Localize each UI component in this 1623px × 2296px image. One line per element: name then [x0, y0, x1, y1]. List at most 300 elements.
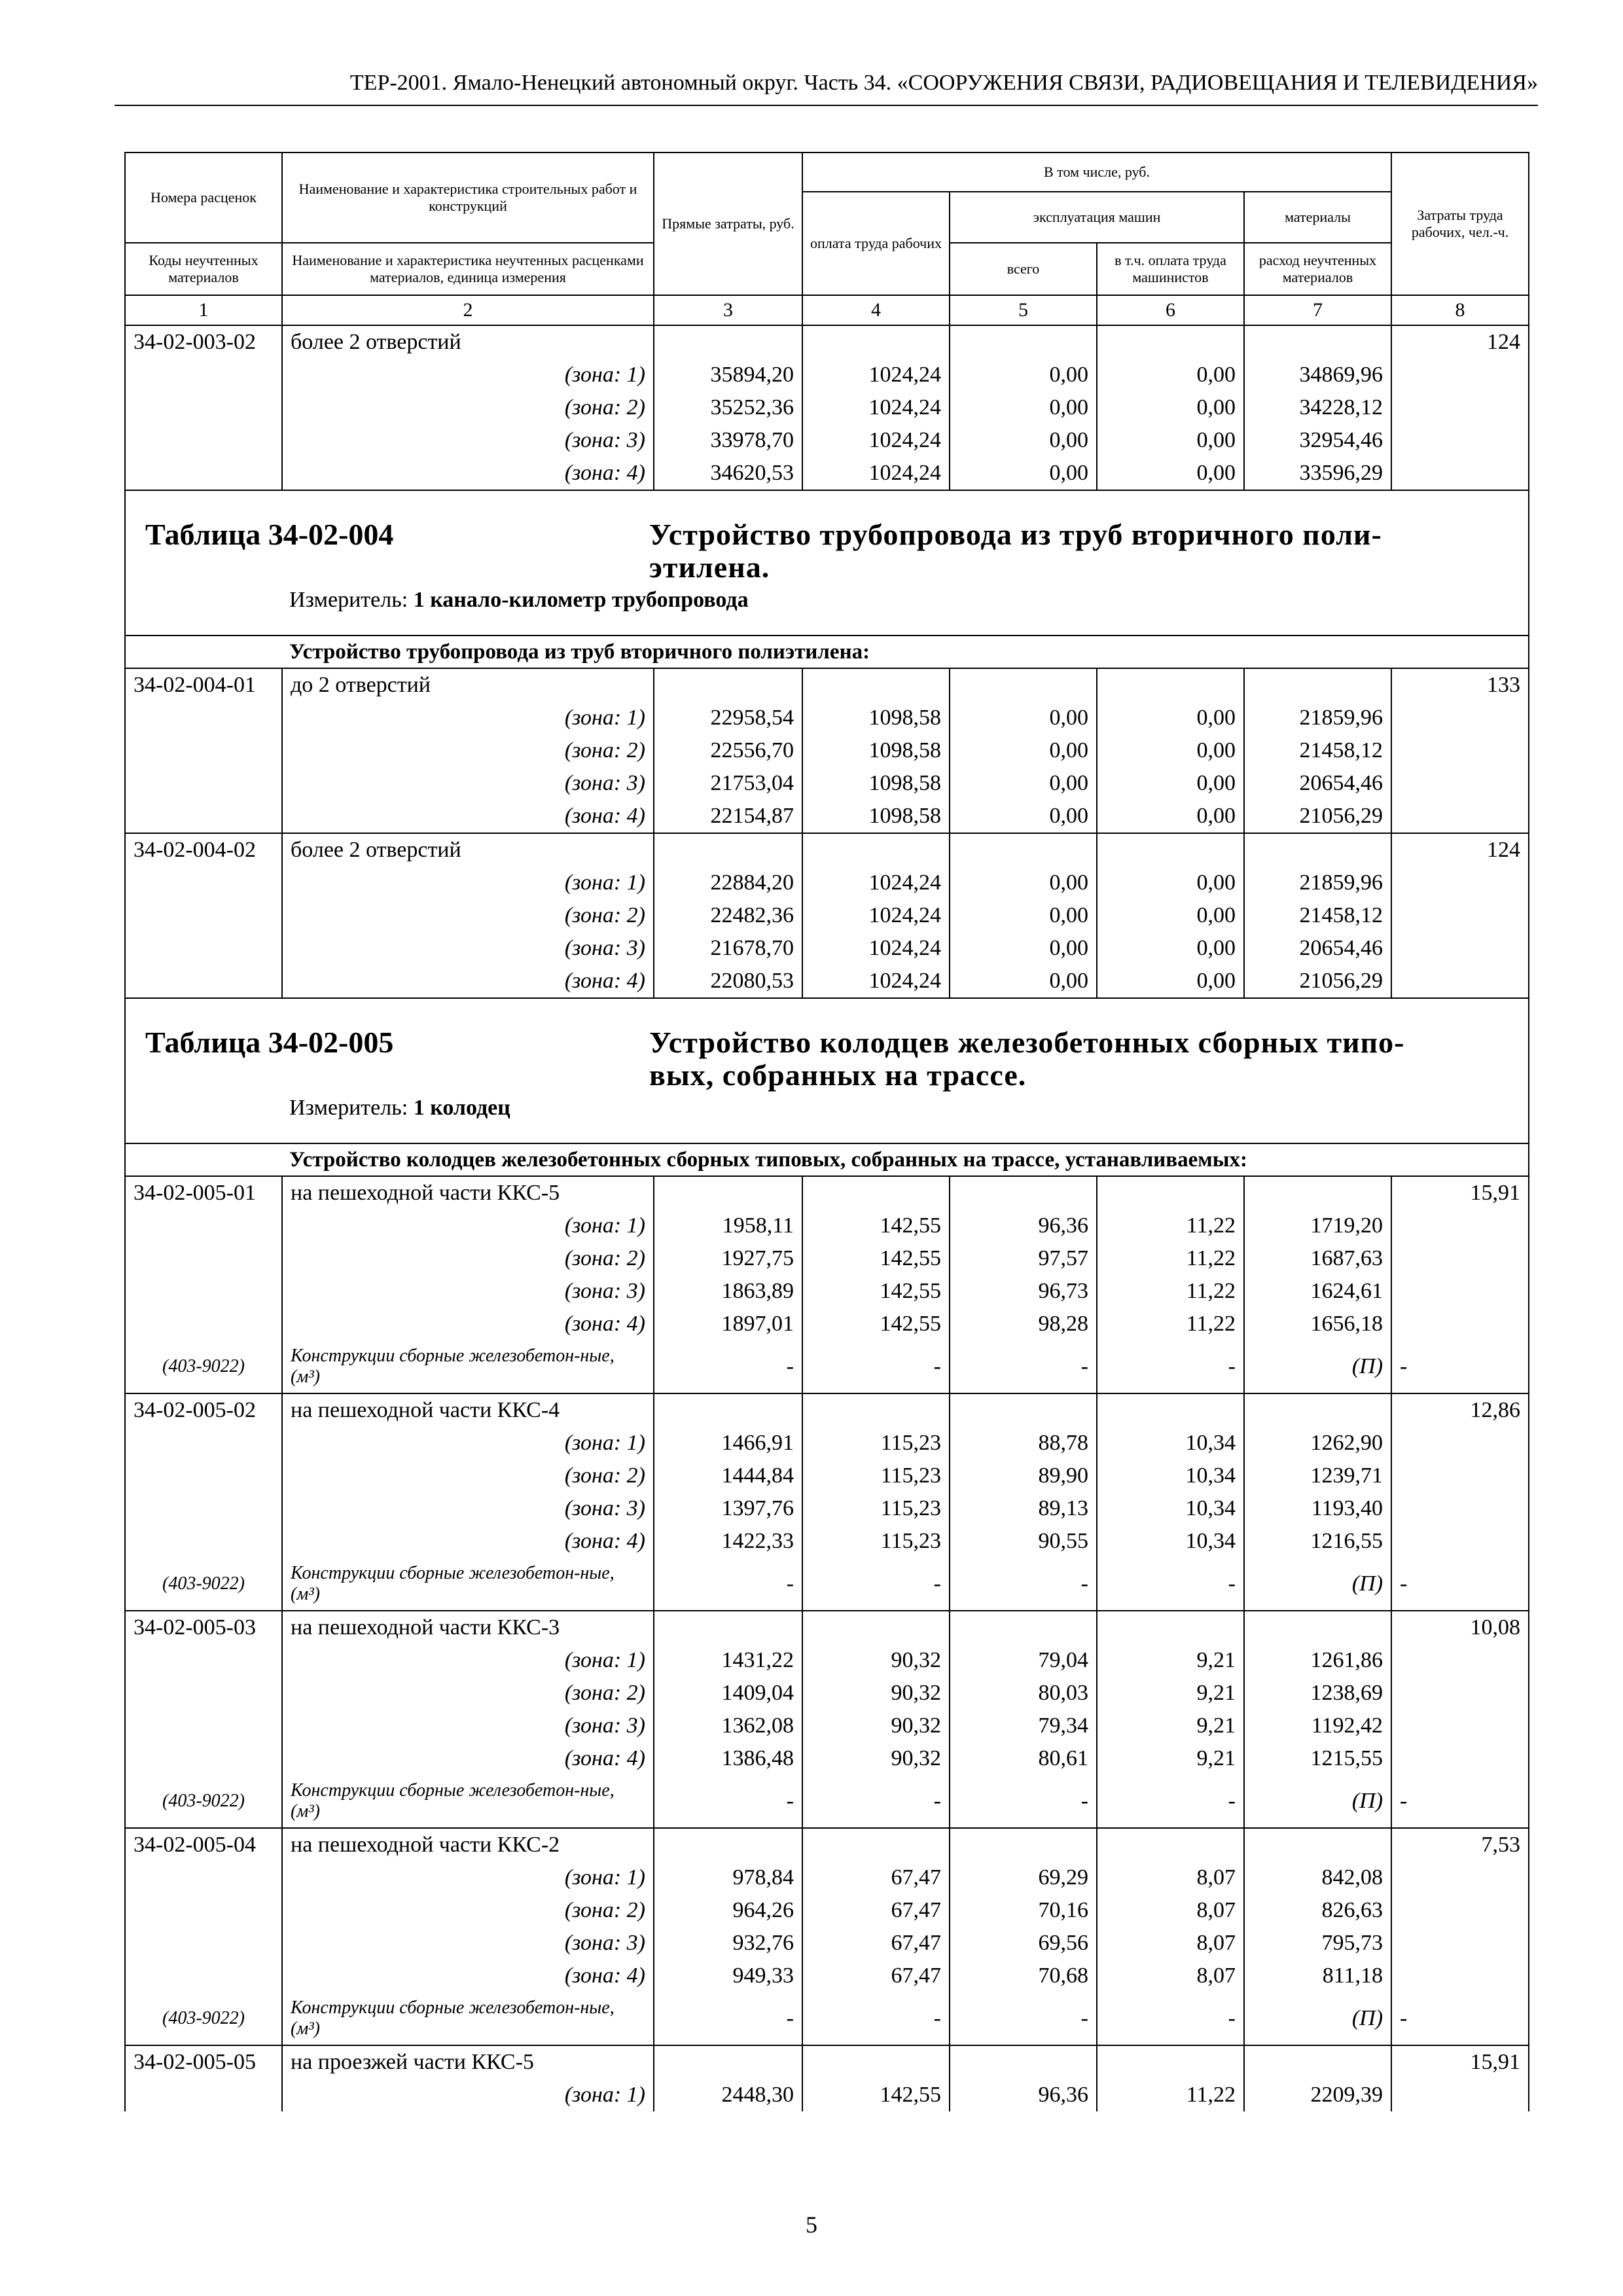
price-value: 22884,20 — [654, 867, 802, 899]
price-value: 35894,20 — [654, 359, 802, 391]
zone-row — [125, 359, 1529, 391]
zone-label: (зона: 1) — [282, 2079, 654, 2111]
empty-cell — [1391, 702, 1529, 734]
material-dash: - — [1097, 1992, 1244, 2045]
empty-cell — [125, 1861, 282, 1894]
price-value: 0,00 — [1097, 800, 1244, 833]
material-name: Конструкции сборные железобетон-ные, (м³) — [282, 1340, 654, 1393]
price-value: 11,22 — [1097, 1210, 1244, 1242]
price-value: 80,61 — [950, 1742, 1097, 1775]
price-value: 90,32 — [802, 1677, 950, 1710]
group-title: Устройство трубопровода из труб вторичного полиэтилена: — [125, 636, 1529, 668]
empty-cell — [1391, 899, 1529, 932]
empty-cell — [1391, 1525, 1529, 1558]
price-value: 10,34 — [1097, 1427, 1244, 1460]
rate-name: более 2 отверстий — [282, 833, 654, 867]
price-value: 1897,01 — [654, 1308, 802, 1340]
empty-cell — [1391, 1242, 1529, 1275]
price-value: 811,18 — [1244, 1960, 1391, 1992]
rate-code: 34-02-005-01 — [125, 1176, 282, 1210]
price-value: 22958,54 — [654, 702, 802, 734]
zone-row — [125, 899, 1529, 932]
material-dash: - — [950, 1340, 1097, 1393]
price-value: 90,32 — [802, 1742, 950, 1775]
price-value: 1098,58 — [802, 702, 950, 734]
material-name: Конструкции сборные железобетон-ные, (м³) — [282, 1558, 654, 1611]
empty-cell — [125, 1210, 282, 1242]
price-value: 1024,24 — [802, 457, 950, 490]
zone-row — [125, 1644, 1529, 1677]
hdr-direct-costs: Прямые затраты, руб. — [654, 152, 802, 295]
empty-cell — [950, 833, 1097, 867]
price-value: 8,07 — [1097, 1927, 1244, 1960]
price-value: 90,32 — [802, 1710, 950, 1742]
empty-cell — [1391, 391, 1529, 424]
empty-cell — [802, 1611, 950, 1644]
material-dash: - — [950, 1992, 1097, 2045]
zone-label: (зона: 4) — [282, 1742, 654, 1775]
empty-cell — [1391, 1710, 1529, 1742]
material-dash: - — [654, 1558, 802, 1611]
price-value: 1362,08 — [654, 1710, 802, 1742]
running-head: ТЕР-2001. Ямало-Ненецкий автономный округ. Часть 34. «СООРУЖЕНИЯ СВЯЗИ, РАДИОВЕЩАНИЯ И ТЕЛЕВИДЕНИЯ» — [349, 71, 1538, 95]
empty-cell — [950, 2045, 1097, 2079]
price-value: 9,21 — [1097, 1677, 1244, 1710]
material-dash: - — [950, 1775, 1097, 1828]
price-value: 1687,63 — [1244, 1242, 1391, 1275]
price-value: 1216,55 — [1244, 1525, 1391, 1558]
zone-label: (зона: 1) — [282, 1861, 654, 1894]
material-row — [125, 1992, 1529, 2045]
material-dash: - — [1097, 1558, 1244, 1611]
hdr-worker-pay: оплата труда рабочих — [802, 192, 950, 295]
price-value: 8,07 — [1097, 1861, 1244, 1894]
zone-row — [125, 1242, 1529, 1275]
hdr-machinist-pay: в т.ч. оплата труда машинистов — [1097, 243, 1244, 295]
empty-cell — [654, 833, 802, 867]
price-value: 9,21 — [1097, 1710, 1244, 1742]
zone-label: (зона: 2) — [282, 734, 654, 767]
price-value: 1466,91 — [654, 1427, 802, 1460]
price-value: 115,23 — [802, 1492, 950, 1525]
zone-label: (зона: 2) — [282, 899, 654, 932]
price-value: 1024,24 — [802, 965, 950, 998]
empty-cell — [950, 1393, 1097, 1427]
zone-row — [125, 767, 1529, 800]
empty-cell — [125, 1710, 282, 1742]
price-value: 11,22 — [1097, 1242, 1244, 1275]
empty-cell — [1097, 2045, 1244, 2079]
price-value: 115,23 — [802, 1525, 950, 1558]
empty-cell — [1244, 833, 1391, 867]
price-value: 33978,70 — [654, 424, 802, 457]
empty-cell — [950, 1611, 1097, 1644]
zone-row — [125, 734, 1529, 767]
price-value: 1863,89 — [654, 1275, 802, 1308]
empty-cell — [125, 1525, 282, 1558]
price-value: 932,76 — [654, 1927, 802, 1960]
rate-name: более 2 отверстий — [282, 325, 654, 359]
price-value: 0,00 — [1097, 734, 1244, 767]
price-value: 11,22 — [1097, 2079, 1244, 2111]
empty-cell — [1244, 325, 1391, 359]
empty-cell — [1097, 1393, 1244, 1427]
price-value: 96,36 — [950, 2079, 1097, 2111]
zone-row — [125, 702, 1529, 734]
zone-row — [125, 1677, 1529, 1710]
price-value: 0,00 — [950, 899, 1097, 932]
price-value: 0,00 — [1097, 424, 1244, 457]
col-number: 6 — [1097, 295, 1244, 325]
hdr-machines: эксплуатация машин — [950, 192, 1244, 243]
zone-label: (зона: 2) — [282, 1894, 654, 1927]
rate-name: на пешеходной части ККС-5 — [282, 1176, 654, 1210]
empty-cell — [125, 1677, 282, 1710]
rates-sheet — [124, 152, 1528, 2111]
zone-row — [125, 1710, 1529, 1742]
zone-row — [125, 1525, 1529, 1558]
rate-row — [125, 2045, 1529, 2079]
labor-value: 7,53 — [1391, 1828, 1529, 1861]
hdr-including: В том числе, руб. — [802, 152, 1391, 192]
empty-cell — [1244, 1393, 1391, 1427]
empty-cell — [1391, 932, 1529, 965]
price-value: 0,00 — [950, 867, 1097, 899]
table-meter — [289, 1092, 510, 1124]
group-title: Устройство колодцев железобетонных сборных типовых, собранных на трассе, устанавливаемых: — [125, 1143, 1529, 1176]
empty-cell — [654, 325, 802, 359]
rate-name: на пешеходной части ККС-4 — [282, 1393, 654, 1427]
price-value: 90,55 — [950, 1525, 1097, 1558]
zone-row — [125, 1861, 1529, 1894]
empty-cell — [125, 1242, 282, 1275]
price-value: 33596,29 — [1244, 457, 1391, 490]
rate-row — [125, 325, 1529, 359]
empty-cell — [125, 2079, 282, 2111]
table-title-cell — [125, 490, 1529, 636]
material-dash: - — [802, 1992, 950, 2045]
price-value: 80,03 — [950, 1677, 1097, 1710]
price-value: 2209,39 — [1244, 2079, 1391, 2111]
price-value: 1719,20 — [1244, 1210, 1391, 1242]
empty-cell — [654, 2045, 802, 2079]
price-value: 0,00 — [1097, 359, 1244, 391]
hdr-labor-costs: Затраты труда рабочих, чел.-ч. — [1391, 152, 1529, 295]
price-value: 88,78 — [950, 1427, 1097, 1460]
col-number: 2 — [282, 295, 654, 325]
price-value: 96,73 — [950, 1275, 1097, 1308]
price-value: 0,00 — [1097, 899, 1244, 932]
price-value: 1409,04 — [654, 1677, 802, 1710]
zone-label: (зона: 4) — [282, 1960, 654, 1992]
price-value: 1431,22 — [654, 1644, 802, 1677]
zone-label: (зона: 4) — [282, 965, 654, 998]
material-unit: (П) — [1244, 1558, 1391, 1611]
price-value: 964,26 — [654, 1894, 802, 1927]
empty-cell — [1391, 867, 1529, 899]
zone-row — [125, 800, 1529, 833]
hdr-material-usage: расход неучтенных материалов — [1244, 243, 1391, 295]
meter-label: Измеритель: — [289, 588, 408, 612]
material-dash: - — [1097, 1775, 1244, 1828]
rates-table — [124, 152, 1529, 2111]
zone-row — [125, 1275, 1529, 1308]
price-value: 1397,76 — [654, 1492, 802, 1525]
material-unit: (П) — [1244, 1775, 1391, 1828]
hdr-rate-numbers: Номера расценок — [125, 152, 282, 243]
price-value: 69,29 — [950, 1861, 1097, 1894]
material-dash: - — [1391, 1775, 1529, 1828]
table-title-row — [125, 998, 1529, 1143]
price-value: 67,47 — [802, 1861, 950, 1894]
zone-row — [125, 2079, 1529, 2111]
price-value: 1238,69 — [1244, 1677, 1391, 1710]
meter-value: 1 канало-километр трубопровода — [413, 588, 749, 612]
material-code: (403-9022) — [125, 1992, 282, 2045]
material-dash: - — [1391, 1340, 1529, 1393]
zone-row — [125, 1492, 1529, 1525]
header-rule — [115, 105, 1538, 106]
hdr-material-codes: Коды неучтенных материалов — [125, 243, 282, 295]
empty-cell — [1391, 800, 1529, 833]
price-value: 21859,96 — [1244, 702, 1391, 734]
empty-cell — [125, 1644, 282, 1677]
price-value: 21458,12 — [1244, 899, 1391, 932]
price-value: 34620,53 — [654, 457, 802, 490]
rate-name: на проезжей части ККС-5 — [282, 2045, 654, 2079]
zone-row — [125, 1960, 1529, 1992]
price-value: 32954,46 — [1244, 424, 1391, 457]
empty-cell — [1391, 1308, 1529, 1340]
table-title — [126, 491, 1528, 635]
price-value: 21678,70 — [654, 932, 802, 965]
col-number: 8 — [1391, 295, 1529, 325]
col-number: 3 — [654, 295, 802, 325]
price-value: 21458,12 — [1244, 734, 1391, 767]
empty-cell — [1391, 1210, 1529, 1242]
meter-label: Измеритель: — [289, 1096, 408, 1120]
zone-label: (зона: 3) — [282, 932, 654, 965]
material-dash: - — [802, 1558, 950, 1611]
empty-cell — [125, 1460, 282, 1492]
zone-row — [125, 1427, 1529, 1460]
price-value: 89,13 — [950, 1492, 1097, 1525]
price-value: 20654,46 — [1244, 932, 1391, 965]
labor-value: 12,86 — [1391, 1393, 1529, 1427]
empty-cell — [1244, 668, 1391, 702]
price-value: 0,00 — [950, 424, 1097, 457]
price-value: 21859,96 — [1244, 867, 1391, 899]
price-value: 10,34 — [1097, 1492, 1244, 1525]
table-title-row — [125, 490, 1529, 636]
rate-row — [125, 833, 1529, 867]
price-value: 67,47 — [802, 1927, 950, 1960]
material-code: (403-9022) — [125, 1340, 282, 1393]
material-dash: - — [1391, 1992, 1529, 2045]
zone-label: (зона: 3) — [282, 1275, 654, 1308]
price-value: 1656,18 — [1244, 1308, 1391, 1340]
material-dash: - — [654, 1775, 802, 1828]
price-value: 22556,70 — [654, 734, 802, 767]
group-title-row — [125, 1143, 1529, 1176]
empty-cell — [1391, 2079, 1529, 2111]
price-value: 0,00 — [1097, 457, 1244, 490]
empty-cell — [1391, 1894, 1529, 1927]
labor-value: 15,91 — [1391, 2045, 1529, 2079]
zone-label: (зона: 3) — [282, 424, 654, 457]
empty-cell — [125, 767, 282, 800]
rate-code: 34-02-004-01 — [125, 668, 282, 702]
rate-name: на пешеходной части ККС-3 — [282, 1611, 654, 1644]
empty-cell — [1391, 424, 1529, 457]
empty-cell — [125, 1742, 282, 1775]
empty-cell — [125, 965, 282, 998]
price-value: 0,00 — [950, 932, 1097, 965]
price-value: 1024,24 — [802, 424, 950, 457]
price-value: 1958,11 — [654, 1210, 802, 1242]
price-value: 0,00 — [950, 391, 1097, 424]
price-value: 9,21 — [1097, 1644, 1244, 1677]
empty-cell — [1391, 1861, 1529, 1894]
empty-cell — [950, 1828, 1097, 1861]
price-value: 35252,36 — [654, 391, 802, 424]
empty-cell — [802, 668, 950, 702]
zone-label: (зона: 1) — [282, 867, 654, 899]
empty-cell — [125, 424, 282, 457]
zone-row — [125, 867, 1529, 899]
empty-cell — [1244, 1176, 1391, 1210]
labor-value: 10,08 — [1391, 1611, 1529, 1644]
zone-label: (зона: 3) — [282, 1492, 654, 1525]
empty-cell — [125, 899, 282, 932]
price-value: 22080,53 — [654, 965, 802, 998]
rate-name: до 2 отверстий — [282, 668, 654, 702]
meter-value: 1 колодец — [413, 1096, 510, 1120]
price-value: 1927,75 — [654, 1242, 802, 1275]
empty-cell — [654, 668, 802, 702]
empty-cell — [1391, 1742, 1529, 1775]
material-unit: (П) — [1244, 1992, 1391, 2045]
hdr-material-names: Наименование и характеристика неучтенных расценками материалов, единица измерения — [282, 243, 654, 295]
zone-row — [125, 391, 1529, 424]
col-number: 7 — [1244, 295, 1391, 325]
empty-cell — [654, 1611, 802, 1644]
price-value: 11,22 — [1097, 1308, 1244, 1340]
zone-label: (зона: 4) — [282, 457, 654, 490]
empty-cell — [125, 1960, 282, 1992]
empty-cell — [125, 1427, 282, 1460]
material-dash: - — [654, 1340, 802, 1393]
page-number: 5 — [806, 2212, 817, 2238]
price-value: 1193,40 — [1244, 1492, 1391, 1525]
empty-cell — [125, 1492, 282, 1525]
price-value: 0,00 — [1097, 767, 1244, 800]
empty-cell — [125, 867, 282, 899]
price-value: 98,28 — [950, 1308, 1097, 1340]
material-dash: - — [1391, 1558, 1529, 1611]
rate-code: 34-02-005-02 — [125, 1393, 282, 1427]
empty-cell — [125, 702, 282, 734]
price-value: 142,55 — [802, 1308, 950, 1340]
empty-cell — [1097, 1828, 1244, 1861]
price-value: 1444,84 — [654, 1460, 802, 1492]
zone-label: (зона: 1) — [282, 702, 654, 734]
price-value: 10,34 — [1097, 1460, 1244, 1492]
price-value: 115,23 — [802, 1427, 950, 1460]
price-value: 8,07 — [1097, 1894, 1244, 1927]
price-value: 0,00 — [1097, 702, 1244, 734]
material-dash: - — [654, 1992, 802, 2045]
table-meter — [289, 584, 749, 617]
empty-cell — [802, 325, 950, 359]
rate-code: 34-02-005-05 — [125, 2045, 282, 2079]
material-name: Конструкции сборные железобетон-ные, (м³) — [282, 1775, 654, 1828]
material-code: (403-9022) — [125, 1775, 282, 1828]
zone-label: (зона: 1) — [282, 1427, 654, 1460]
column-numbers-row — [125, 295, 1529, 325]
table-title-cell — [125, 998, 1529, 1143]
rate-code: 34-02-005-04 — [125, 1828, 282, 1861]
zone-label: (зона: 4) — [282, 1525, 654, 1558]
price-value: 10,34 — [1097, 1525, 1244, 1558]
empty-cell — [1391, 965, 1529, 998]
table-name: Устройство трубопровода из труб вторичного поли-этилена. — [649, 518, 1382, 584]
empty-cell — [950, 668, 1097, 702]
price-value: 21056,29 — [1244, 800, 1391, 833]
empty-cell — [1244, 1828, 1391, 1861]
price-value: 0,00 — [950, 800, 1097, 833]
material-unit: (П) — [1244, 1340, 1391, 1393]
price-value: 67,47 — [802, 1960, 950, 1992]
zone-label: (зона: 1) — [282, 1644, 654, 1677]
price-value: 79,04 — [950, 1644, 1097, 1677]
price-value: 142,55 — [802, 1275, 950, 1308]
empty-cell — [125, 1927, 282, 1960]
empty-cell — [1097, 325, 1244, 359]
material-row — [125, 1775, 1529, 1828]
price-value: 69,56 — [950, 1927, 1097, 1960]
table-id: Таблица 34-02-004 — [145, 518, 394, 551]
empty-cell — [1391, 734, 1529, 767]
empty-cell — [1391, 1927, 1529, 1960]
rate-row — [125, 668, 1529, 702]
price-value: 826,63 — [1244, 1894, 1391, 1927]
labor-value: 15,91 — [1391, 1176, 1529, 1210]
price-value: 1422,33 — [654, 1525, 802, 1558]
price-value: 978,84 — [654, 1861, 802, 1894]
zone-label: (зона: 2) — [282, 1460, 654, 1492]
empty-cell — [1391, 359, 1529, 391]
empty-cell — [1391, 1460, 1529, 1492]
price-value: 70,68 — [950, 1960, 1097, 1992]
price-value: 842,08 — [1244, 1861, 1391, 1894]
empty-cell — [950, 325, 1097, 359]
price-value: 70,16 — [950, 1894, 1097, 1927]
price-value: 21056,29 — [1244, 965, 1391, 998]
price-value: 9,21 — [1097, 1742, 1244, 1775]
zone-label: (зона: 1) — [282, 1210, 654, 1242]
material-dash: - — [802, 1775, 950, 1828]
labor-value: 133 — [1391, 668, 1529, 702]
empty-cell — [1097, 668, 1244, 702]
price-value: 34869,96 — [1244, 359, 1391, 391]
material-dash: - — [950, 1558, 1097, 1611]
price-value: 97,57 — [950, 1242, 1097, 1275]
price-value: 67,47 — [802, 1894, 950, 1927]
empty-cell — [125, 932, 282, 965]
empty-cell — [1097, 1611, 1244, 1644]
price-value: 1239,71 — [1244, 1460, 1391, 1492]
